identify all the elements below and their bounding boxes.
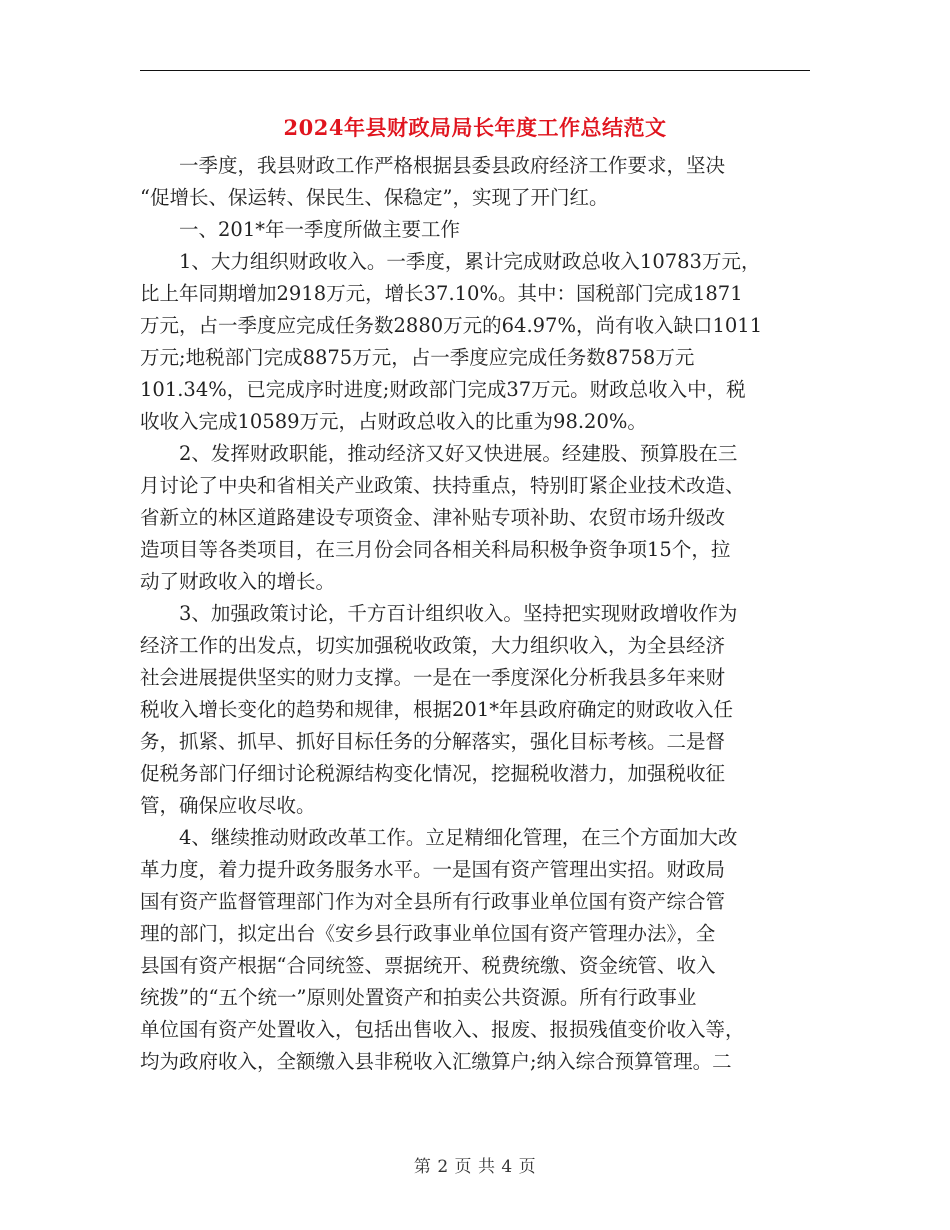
text-line: 务，抓紧、抓早、抓好目标任务的分解落实，强化目标考核。二是督 <box>140 730 726 753</box>
text-line: 动了财政收入的增长。 <box>140 570 336 593</box>
text-line: 管，确保应收尽收。 <box>140 794 316 817</box>
paragraph-item-1 <box>140 246 810 438</box>
document-body <box>140 150 810 1078</box>
text-line: 一、201*年一季度所做主要工作 <box>179 218 460 241</box>
text-line: 统拨”的“五个统一”原则处置资产和拍卖公共资源。所有行政事业 <box>140 986 697 1009</box>
text-line: “促增长、保运转、保民生、保稳定”，实现了开门红。 <box>140 186 609 209</box>
paragraph-item-3 <box>140 598 810 822</box>
text-line: 造项目等各类项目，在三月份会同各相关科局积极争资争项15个，拉 <box>140 538 731 561</box>
text-line: 万元;地税部门完成8875万元，占一季度应完成任务数8758万元 <box>140 346 695 369</box>
text-line: 均为政府收入，全额缴入县非税收入汇缴算户;纳入综合预算管理。二 <box>140 1050 732 1073</box>
text-line: 经济工作的出发点，切实加强税收政策，大力组织收入，为全县经济 <box>140 634 726 657</box>
text-line: 省新立的林区道路建设专项资金、津补贴专项补助、农贸市场升级改 <box>140 506 726 529</box>
text-line: 革力度，着力提升政务服务水平。一是国有资产管理出实招。财政局 <box>140 858 726 881</box>
text-line: 国有资产监督管理部门作为对全县所有行政事业单位国有资产综合管 <box>140 890 726 913</box>
text-line: 月讨论了中央和省相关产业政策、扶持重点，特别盯紧企业技术改造、 <box>140 474 745 497</box>
text-line: 理的部门，拟定出台《安乡县行政事业单位国有资产管理办法》，全 <box>140 922 716 945</box>
text-line: 2、发挥财政职能，推动经济又好又快进展。经建股、预算股在三 <box>179 442 738 465</box>
text-line: 1、大力组织财政收入。一季度，累计完成财政总收入10783万元， <box>179 250 761 273</box>
page-number-footer: 第 2 页 共 4 页 <box>413 1157 537 1177</box>
section-heading <box>140 214 810 246</box>
text-line: 税收入增长变化的趋势和规律，根据201*年县政府确定的财政收入任 <box>140 698 733 721</box>
text-line: 促税务部门仔细讨论税源结构变化情况，挖掘税收潜力，加强税收征 <box>140 762 726 785</box>
text-line: 县国有资产根据“合同统签、票据统开、税费统缴、资金统管、收入 <box>140 954 716 977</box>
text-line: 万元，占一季度应完成任务数2880万元的64.97%，尚有收入缺口1011 <box>140 314 763 337</box>
header-rule <box>140 70 810 71</box>
text-line: 3、加强政策讨论，千方百计组织收入。坚持把实现财政增收作为 <box>179 602 738 625</box>
paragraph-item-4 <box>140 822 810 1078</box>
document-title: 2024年县财政局局长年度工作总结范文 <box>283 115 667 140</box>
text-line: 4、继续推动财政改革工作。立足精细化管理，在三个方面加大改 <box>179 826 738 849</box>
text-line: 收收入完成10589万元，占财政总收入的比重为98.20%。 <box>140 410 647 433</box>
text-line: 101.34%，已完成序时进度;财政部门完成37万元。财政总收入中，税 <box>140 378 746 401</box>
paragraph-intro <box>140 150 810 214</box>
text-line: 单位国有资产处置收入，包括出售收入、报废、报损残值变价收入等， <box>140 1018 745 1041</box>
text-line: 一季度，我县财政工作严格根据县委县政府经济工作要求，坚决 <box>179 154 726 177</box>
text-line: 比上年同期增加2918万元，增长37.10%。其中：国税部门完成1871 <box>140 282 743 305</box>
text-line: 社会进展提供坚实的财力支撑。一是在一季度深化分析我县多年来财 <box>140 666 726 689</box>
paragraph-item-2 <box>140 438 810 598</box>
